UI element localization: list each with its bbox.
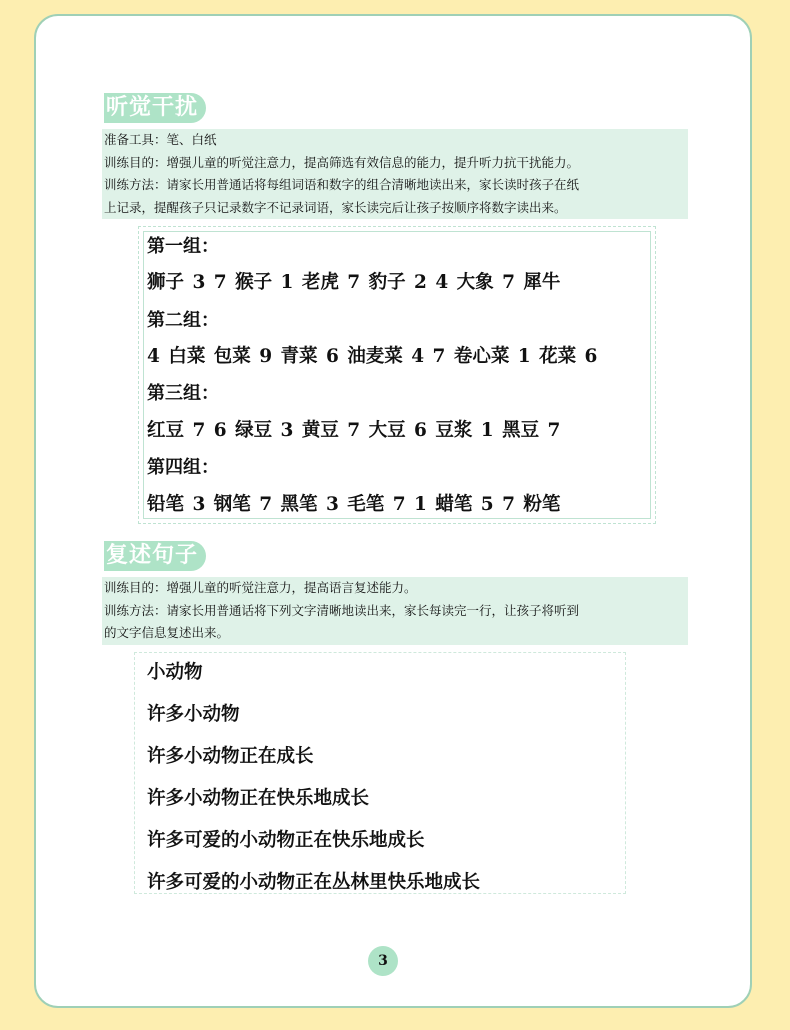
sentence-line: 小动物 — [147, 662, 203, 683]
sentence-line: 许多小动物 — [147, 704, 240, 725]
info-line: 的文字信息复述出来。 — [104, 625, 230, 640]
section1-info-block — [102, 129, 688, 219]
group-3-items: 红豆 7 6 绿豆 3 黄豆 7 大豆 6 豆浆 1 黑豆 7 — [147, 420, 561, 441]
info-line: 训练目的：增强儿童的听觉注意力，提高语言复述能力。 — [104, 580, 417, 595]
section2-info-block — [102, 577, 688, 645]
group-2-items: 4 白菜 包菜 9 青菜 6 油麦菜 4 7 卷心菜 1 花菜 6 — [147, 346, 598, 367]
group-1-items: 狮子 3 7 猴子 1 老虎 7 豹子 2 4 大象 7 犀牛 — [147, 272, 561, 293]
sentence-line: 许多可爱的小动物正在丛林里快乐地成长 — [147, 872, 481, 893]
page-number: 3 — [368, 946, 398, 976]
section-title-repeat-sentences: 复述句子 — [104, 541, 206, 571]
section-title-listening-interference: 听觉干扰 — [104, 93, 206, 123]
info-line: 上记录，提醒孩子只记录数字不记录词语，家长读完后让孩子按顺序将数字读出来。 — [104, 199, 567, 215]
group-1-label: 第一组： — [147, 236, 219, 257]
group-4-items: 铅笔 3 钢笔 7 黑笔 3 毛笔 7 1 蜡笔 5 7 粉笔 — [147, 494, 561, 515]
info-line: 训练方法：请家长用普通话将每组词语和数字的组合清晰地读出来，家长读时孩子在纸 — [104, 177, 580, 192]
group-4-label: 第四组： — [147, 457, 219, 478]
sentence-line: 许多可爱的小动物正在快乐地成长 — [147, 830, 425, 851]
groups-box — [138, 226, 656, 524]
group-2-label: 第二组： — [147, 310, 219, 331]
sentences-box — [134, 652, 626, 894]
info-line: 准备工具：笔、白纸 — [104, 132, 217, 147]
group-3-label: 第三组： — [147, 383, 219, 404]
sentence-line: 许多小动物正在快乐地成长 — [147, 788, 370, 809]
info-line: 训练方法：请家长用普通话将下列文字清晰地读出来，家长每读完一行，让孩子将听到 — [104, 602, 580, 618]
sentence-line: 许多小动物正在成长 — [147, 746, 314, 767]
info-line: 训练目的：增强儿童的听觉注意力，提高筛选有效信息的能力，提升听力抗干扰能力。 — [104, 154, 580, 170]
